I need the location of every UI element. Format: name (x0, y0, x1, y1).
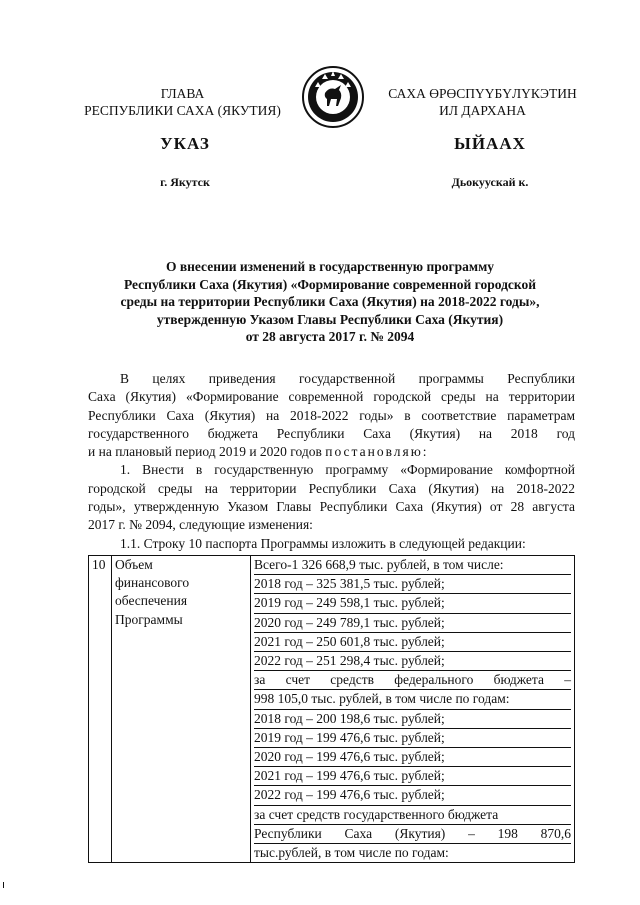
issuer-sah (375, 85, 590, 119)
paragraph-2-line-2: городской среды на территории Республики Саха (Якутия) на 2018-2022 (88, 480, 575, 496)
row-name-line-2: финансового (115, 575, 190, 591)
title-line-5: от 28 августа 2017 г. № 2094 (245, 329, 415, 344)
city-ru: г. Якутск (160, 175, 210, 189)
row-value-cell (251, 556, 575, 863)
paragraph-1-line-5-text: и на плановый период 2019 и 2020 годов (88, 444, 326, 460)
value-line-10: 2019 год – 199 476,6 тыс. рублей; (254, 729, 571, 748)
paragraph-1-line-5 (88, 443, 575, 461)
value-line-1: Всего-1 326 668,9 тыс. рублей, в том числе: (254, 556, 571, 575)
issuer-ru-line2: РЕСПУБЛИКИ САХА (ЯКУТИЯ) (84, 103, 281, 118)
value-line-7: за счет средств федерального бюджета – (254, 671, 571, 690)
margin-mark (3, 882, 4, 888)
decree-body (88, 370, 575, 553)
row-number: 10 (92, 557, 106, 572)
title-line-4: утвержденную Указом Главы Республики Саха (Якутия) (156, 311, 504, 327)
title-line-1: О внесении изменений в государственную программу (165, 259, 495, 274)
row-number-cell (89, 556, 112, 863)
paragraph-1-line-1: В целях приведения государственной программы Республики (120, 371, 575, 386)
row-name-line-4: Программы (115, 611, 183, 627)
paragraph-2-line-1: 1. Внести в государственную программу «Формирование комфортной (120, 462, 575, 478)
coat-of-arms-emblem (301, 65, 365, 129)
decree-word-ru: УКАЗ (160, 134, 210, 153)
value-line-15: Республики Саха (Якутия) – 198 870,6 (254, 825, 571, 844)
issuer-sah-line2: ИЛ ДАРХАНА (439, 103, 526, 118)
paragraph-3-line-1: 1.1. Строку 10 паспорта Программы изложить в следующей редакции: (120, 535, 526, 551)
paragraph-1-line-4: государственного бюджета Республики Саха (Якутия) на 2018 год (88, 425, 575, 441)
value-line-11: 2020 год – 199 476,6 тыс. рублей; (254, 748, 571, 767)
value-line-8: 998 105,0 тыс. рублей, в том числе по годам: (254, 690, 571, 709)
row-name-line-1: Объем (115, 557, 153, 572)
value-line-9: 2018 год – 200 198,6 тыс. рублей; (254, 710, 571, 729)
table-row (89, 556, 575, 863)
decree-word-sah: ЫЙААХ (454, 134, 526, 153)
paragraph-1-line-2: Саха (Якутия) «Формирование современной городской среды на территории (88, 389, 575, 405)
value-line-13: 2022 год – 199 476,6 тыс. рублей; (254, 786, 571, 805)
issuer-ru-line1: ГЛАВА (160, 86, 205, 101)
row-name-line-3: обеспечения (115, 593, 188, 609)
city-sah: Дьокуускай к. (451, 175, 529, 189)
title-line-3: среды на территории Республики Саха (Якутия) на 2018-2022 годы», (120, 294, 540, 309)
value-line-12: 2021 год – 199 476,6 тыс. рублей; (254, 767, 571, 786)
program-passport-table (88, 555, 575, 863)
value-line-5: 2021 год – 250 601,8 тыс. рублей; (254, 633, 571, 652)
resolution-word: постановляю: (325, 444, 429, 460)
value-line-14: за счет средств государственного бюджета (254, 806, 571, 825)
paragraph-2-line-3: годы», утвержденную Указом Главы Республики Саха (Якутия) от 28 августа (88, 499, 575, 515)
row-name-cell (112, 556, 251, 863)
value-line-6: 2022 год – 251 298,4 тыс. рублей; (254, 652, 571, 671)
value-line-2: 2018 год – 325 381,5 тыс. рублей; (254, 575, 571, 594)
issuer-sah-line1: САХА ӨРӨСПҮҮБҮЛҮКЭТИН (388, 86, 577, 101)
paragraph-1-line-3: Республики Саха (Якутия) на 2018-2022 годы» в соответствие параметрам (88, 407, 575, 423)
value-line-4: 2020 год – 249 789,1 тыс. рублей; (254, 614, 571, 633)
value-line-16: тыс.рублей, в том числе по годам: (254, 845, 449, 861)
title-line-2: Республики Саха (Якутия) «Формирование современной городской (123, 276, 537, 292)
paragraph-2-line-4: 2017 г. № 2094, следующие изменения: (88, 517, 313, 533)
issuer-ru (75, 85, 290, 119)
decree-title (90, 258, 570, 346)
value-line-3: 2019 год – 249 598,1 тыс. рублей; (254, 594, 571, 613)
